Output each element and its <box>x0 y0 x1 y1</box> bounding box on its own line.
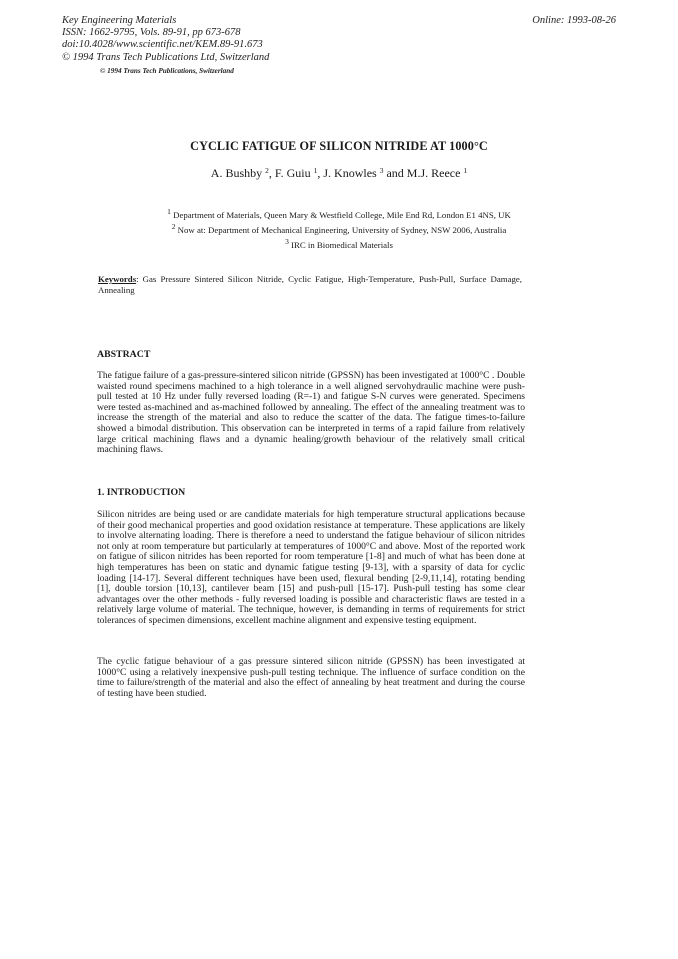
author-name: F. Guiu <box>274 166 311 180</box>
abstract-heading: ABSTRACT <box>97 349 151 360</box>
introduction-paragraph-2: The cyclic fatigue behaviour of a gas pressure sintered silicon nitride (GPSSN) has been investigated at 1000°C using a relatively inexpensive push-pull testing technique. The influence of surface condition on the time to failure/strength of the material and also the effect of annealing by heat treatment and during the course of testing have been studied. <box>97 656 525 699</box>
keywords-label: Keywords <box>98 274 137 284</box>
issn-line: ISSN: 1662-9795, Vols. 89-91, pp 673-678 <box>62 27 241 39</box>
doi-line[interactable]: doi:10.4028/www.scientific.net/KEM.89-91.673 <box>62 39 263 51</box>
keywords-block <box>98 274 522 296</box>
journal-name: Key Engineering Materials <box>62 15 177 26</box>
copyright-line: © 1994 Trans Tech Publications Ltd, Switzerland <box>62 51 270 63</box>
author-affiliation-mark: 1 <box>463 166 468 175</box>
online-date: Online: 1993-08-26 <box>532 15 616 26</box>
journal-metadata <box>62 15 269 64</box>
keywords-text: : Gas Pressure Sintered Silicon Nitride, Cyclic Fatigue, High-Temperature, Push-Pull, Surface Damage, Annealing <box>98 274 522 295</box>
affiliation-2: $^2$ Now at: Department of Mechanical Engineering, University of Sydney, NSW 2006, Australia <box>171 222 507 235</box>
affiliation-1: $^1$ Department of Materials, Queen Mary & Westfield College, Mile End Rd, London E1 4NS, UK <box>167 207 511 220</box>
author-list: A. Bushby $^2$, F. Guiu $^1$, J. Knowles $^3$ and M.J. Reece $^1$ <box>210 166 468 180</box>
author-name: A. Bushby <box>210 166 263 180</box>
affiliation-3: $^3$ IRC in Biomedical Materials <box>285 237 393 250</box>
page-copyright: © 1994 Trans Tech Publications, Switzerland <box>100 67 234 75</box>
abstract-text: The fatigue failure of a gas-pressure-sintered silicon nitride (GPSSN) has been investigated at 1000°C . Double waisted round specimens machined to a high tolerance in a well aligned servohydraulic machine were push-pull tested at 10 Hz under fully reversed loading (R=-1) and fatigue S-N curves were generated. Specimens were tested as-machined and as-machined followed by annealing. The effect of the annealing treatment was to increase the strength of the material and also to reduce the scatter of the data. The fatigue times-to-failure showed a bimodal distribution. This observation can be interpreted in terms of a rapid failure from relatively large critical machining flaws and a dynamic healing/growth behaviour of the relatively small critical machining flaws. <box>97 370 525 456</box>
author-name: J. Knowles <box>323 166 377 180</box>
author-name: M.J. Reece <box>406 166 461 180</box>
introduction-heading: 1. INTRODUCTION <box>97 487 186 498</box>
introduction-paragraph-1: Silicon nitrides are being used or are candidate materials for high temperature structural applications because of their good mechanical properties and good oxidation resistance at temperature. These applications are likely to involve alternating loading. There is therefore a need to understand the fatigue behaviour of silicon nitrides not only at room temperature but particularly at temperatures of 1000°C and above. Most of the reported work on fatigue of silicon nitrides has been reported for room temperature [1-8] and much of what has been done at high temperatures has been on static and dynamic fatigue testing [9-13], with a sparsity of data for cyclic loading [14-17]. Several different techniques have been used, flexural bending [2-9,11,14], rotating bending [1], double torsion [10,13], cantilever beam [15] and push-pull [15-17]. Push-pull testing has some clear advantages over the other methods - fully reversed loading is possible and characteristic flaws are tested in a relatively large volume of material. The technique, however, is demanding in terms of requirements for strict tolerances of specimen dimensions, excellent machine alignment and expensive testing equipment. <box>97 509 525 626</box>
author-affiliation-mark: 1 <box>313 166 318 175</box>
paper-title: CYCLIC FATIGUE OF SILICON NITRIDE AT 1000°C <box>190 139 488 153</box>
author-affiliation-mark: 2 <box>265 166 269 175</box>
author-affiliation-mark: 3 <box>379 166 384 175</box>
